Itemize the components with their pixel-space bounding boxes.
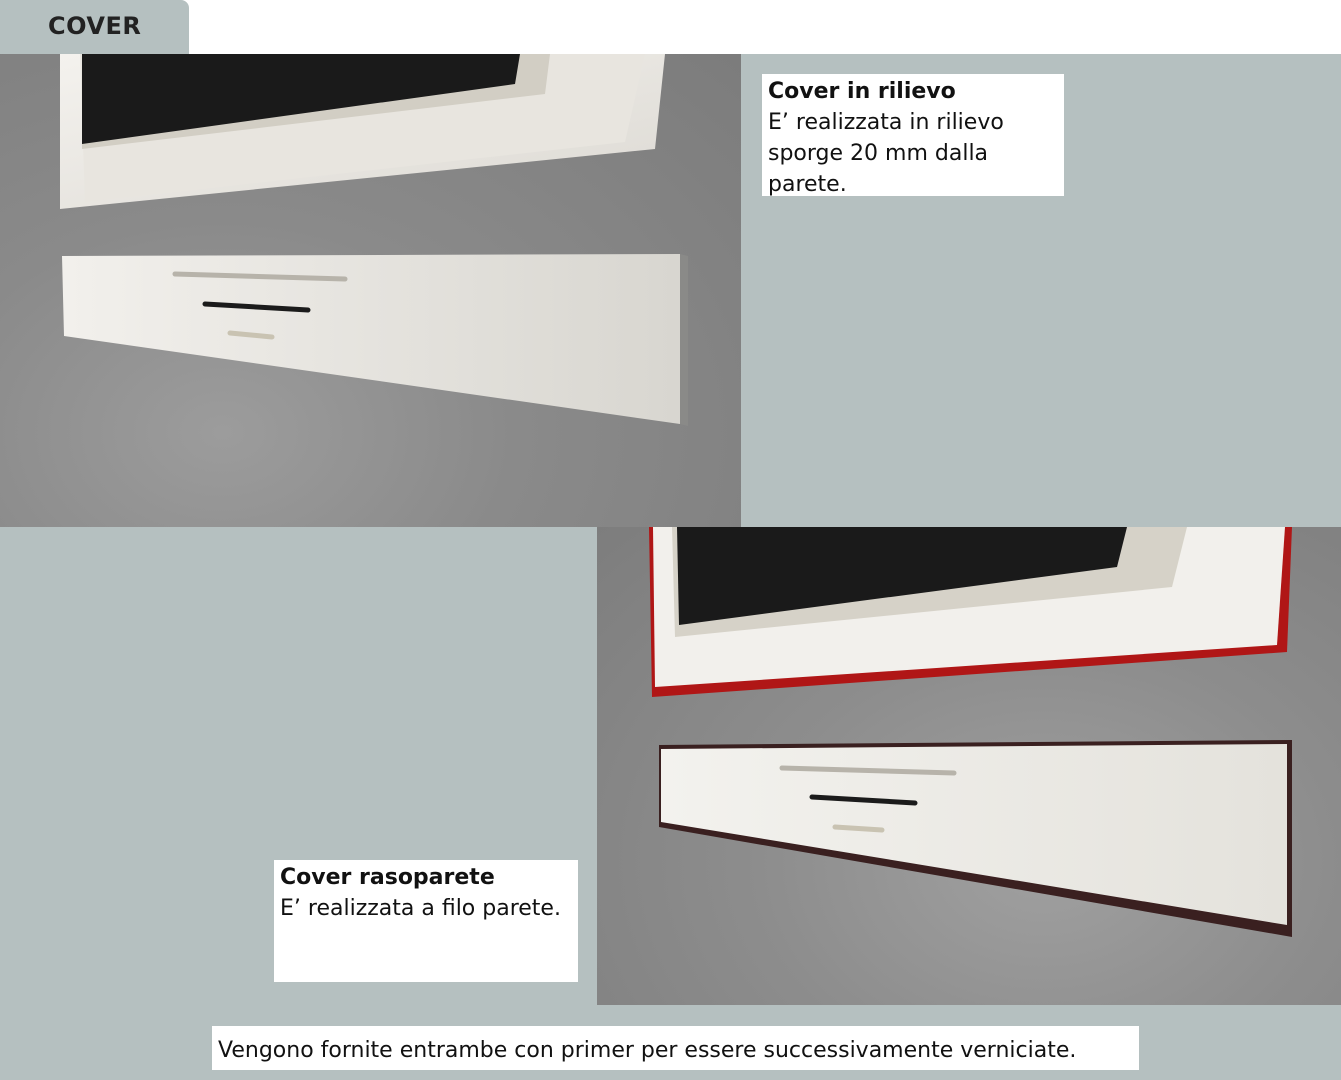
flush-illustration: [597, 527, 1341, 1005]
cover-panel: [661, 744, 1287, 925]
label-title: Cover rasoparete: [280, 865, 495, 890]
section-tab: [0, 0, 189, 54]
top-bar: [0, 0, 1341, 54]
section-title: COVER: [48, 12, 142, 40]
label-line: E’ realizzata a filo parete.: [280, 896, 561, 921]
label-line: parete.: [768, 172, 847, 197]
label-cover-relief: [762, 74, 1064, 196]
slot-3: [835, 827, 882, 830]
cover-edge: [680, 254, 688, 426]
relief-illustration: [0, 54, 741, 527]
footer-note: Vengono fornite entrambe con primer per essere successivamente verniciate.: [212, 1026, 1139, 1070]
label-title: Cover in rilievo: [768, 79, 956, 104]
label-line: E’ realizzata in rilievo: [768, 110, 1004, 135]
cover-panel: [62, 254, 680, 424]
label-line: sporge 20 mm dalla: [768, 141, 989, 166]
photo-cover-flush: [597, 527, 1341, 1005]
photo-cover-relief: [0, 54, 741, 527]
label-cover-flush: [274, 860, 578, 982]
